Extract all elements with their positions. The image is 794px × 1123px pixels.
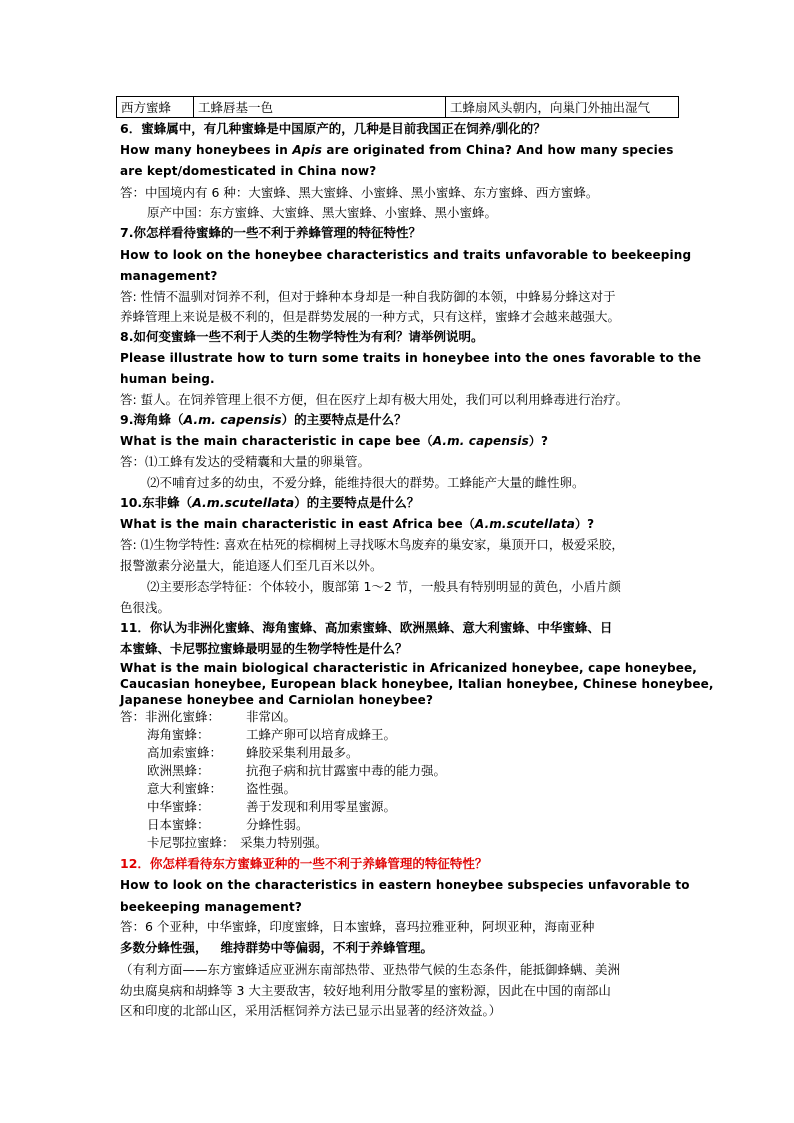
answer-12-line-1: 答：6 个亚种，中华蜜蜂，印度蜜蜂，日本蜜蜂，喜玛拉雅亚种，阿坝亚种，海南亚种 — [120, 919, 595, 934]
question-7-english-line-1: How to look on the honeybee characteristics and traits unfavorable to beekeeping — [120, 248, 692, 262]
answer-10-line-4: 色很浅。 — [120, 600, 171, 615]
species-name: 高加索蜜蜂： — [147, 745, 223, 760]
species-name: 意大利蜜蜂： — [147, 781, 223, 796]
question-11-english-line-1: What is the main biological characteristic in Africanized honeybee, cape honeybee, — [120, 661, 697, 675]
table-cell-fanning: 工蜂扇风头朝内，向巢门外抽出湿气 — [446, 97, 679, 118]
answer-9-line-2: ⑵不哺育过多的幼虫，不爱分蜂，能维持很大的群势。工蜂能产大量的雌性卵。 — [147, 475, 585, 490]
species-trait: 盗性强。 — [246, 781, 297, 796]
comparison-table-row — [116, 96, 679, 118]
table-cell-clypeus: 工蜂唇基一色 — [194, 97, 446, 118]
question-9-heading: 9.海角蜂（A.m. capensis）的主要特点是什么？ — [120, 412, 407, 427]
answer-12-summary: 多数分蜂性强， 维持群势中等偏弱，不利于养蜂管理。 — [120, 940, 434, 955]
question-12-english-line-2: beekeeping management? — [120, 900, 302, 914]
species-name: 卡尼鄂拉蜜蜂： — [147, 835, 235, 850]
species-name: 欧洲黑蜂： — [147, 763, 210, 778]
question-12-heading: 12．你怎样看待东方蜜蜂亚种的一些不利于养蜂管理的特征特性？ — [120, 856, 488, 871]
question-6-english-line-2: are kept/domesticated in China now? — [120, 164, 377, 178]
question-9-english: What is the main characteristic in cape bee（A.m. capensis）? — [120, 434, 549, 448]
answer-9-line-1: 答：⑴工蜂有发达的受精囊和大量的卵巢管。 — [120, 454, 371, 469]
question-6-heading: 6．蜜蜂属中，有几种蜜蜂是中国原产的，几种是目前我国正在饲养/驯化的？ — [120, 121, 546, 136]
question-11-heading-line-2: 本蜜蜂、卡尼鄂拉蜜蜂最明显的生物学特性是什么？ — [120, 641, 408, 656]
question-6-english-line-1: How many honeybees in Apis are originated from China? And how many species — [120, 143, 674, 157]
answer-6-line-2: 原产中国：东方蜜蜂、大蜜蜂、黑大蜜蜂、小蜜蜂、黑小蜜蜂。 — [147, 205, 498, 220]
species-trait: 抗孢子病和抗甘露蜜中毒的能力强。 — [246, 763, 447, 778]
species-name: 海角蜜蜂： — [147, 727, 210, 742]
answer-8-line-1: 答: 蜇人。在饲养管理上很不方便，但在医疗上却有极大用处，我们可以利用蜂毒进行治疗。 — [120, 392, 629, 407]
species-name: 日本蜜蜂： — [147, 817, 210, 832]
table-row — [117, 97, 679, 118]
question-10-english: What is the main characteristic in east Africa bee（A.m.scutellata）? — [120, 517, 595, 531]
answer-7-line-2: 养蜂管理上来说是极不利的，但是群势发展的一种方式，只有这样，蜜蜂才会越来越强大。 — [120, 309, 621, 324]
question-7-heading: 7.你怎样看待蜜蜂的一些不利于养蜂管理的特征特性？ — [120, 225, 421, 240]
species-name: 中华蜜蜂： — [147, 799, 210, 814]
species-trait: 善于发现和利用零星蜜源。 — [246, 799, 397, 814]
table-cell-species: 西方蜜蜂 — [117, 97, 194, 118]
species-trait: 分蜂性弱。 — [246, 817, 309, 832]
question-8-english-line-2: human being. — [120, 372, 215, 386]
question-8-heading: 8.如何变蜜蜂一些不利于人类的生物学特性为有利？请举例说明。 — [120, 329, 484, 344]
question-12-english-line-1: How to look on the characteristics in eastern honeybee subspecies unfavorable to — [120, 878, 690, 892]
answer-12-note-line-1: （有利方面——东方蜜蜂适应亚洲东南部热带、亚热带气候的生态条件，能抵御蜂螨、美洲 — [120, 962, 621, 977]
answer-10-line-2: 报警激素分泌量大，能追逐人们至几百米以外。 — [120, 558, 383, 573]
answer-10-line-1: 答: ⑴生物学特性: 喜欢在枯死的棕榈树上寻找啄木鸟废弃的巢安家，巢顶开口，极爱采胶， — [120, 537, 624, 552]
answer-7-line-1: 答: 性情不温驯对饲养不利，但对于蜂种本身却是一种自我防御的本领，中蜂易分蜂这对于 — [120, 289, 616, 304]
species-trait: 非常凶。 — [246, 709, 297, 724]
species-trait: 工蜂产卵可以培育成蜂王。 — [246, 727, 397, 742]
question-11-english-line-3: Japanese honeybee and Carniolan honeybee? — [120, 693, 434, 707]
species-trait: 蜂胶采集利用最多。 — [246, 745, 359, 760]
species-trait: 采集力特别强。 — [240, 835, 328, 850]
question-11-heading-line-1: 11．你认为非洲化蜜蜂、海角蜜蜂、高加索蜜蜂、欧洲黑蜂、意大利蜜蜂、中华蜜蜂、日 — [120, 620, 613, 635]
question-10-heading: 10.东非蜂（A.m.scutellata）的主要特点是什么？ — [120, 495, 420, 510]
question-11-english-line-2: Caucasian honeybee, European black honeybee, Italian honeybee, Chinese honeybee, — [120, 677, 714, 691]
answer-12-note-line-3: 区和印度的北部山区，采用活框饲养方法已显示出显著的经济效益。） — [120, 1003, 502, 1018]
answer-6-line-1: 答：中国境内有 6 种：大蜜蜂、黑大蜜蜂、小蜜蜂、黑小蜜蜂、东方蜜蜂、西方蜜蜂。 — [120, 185, 599, 200]
answer-12-note-line-2: 幼虫腐臭病和胡蜂等 3 大主要敌害，较好地利用分散零星的蜜粉源，因此在中国的南部山 — [120, 983, 611, 998]
answer-10-line-3: ⑵主要形态学特征：个体较小，腹部第 1～2 节，一般具有特别明显的黄色，小盾片颜 — [147, 579, 621, 594]
question-8-english-line-1: Please illustrate how to turn some traits in honeybee into the ones favorable to the — [120, 351, 702, 365]
species-name: 答：非洲化蜜蜂： — [120, 709, 221, 724]
question-7-english-line-2: management? — [120, 269, 218, 283]
